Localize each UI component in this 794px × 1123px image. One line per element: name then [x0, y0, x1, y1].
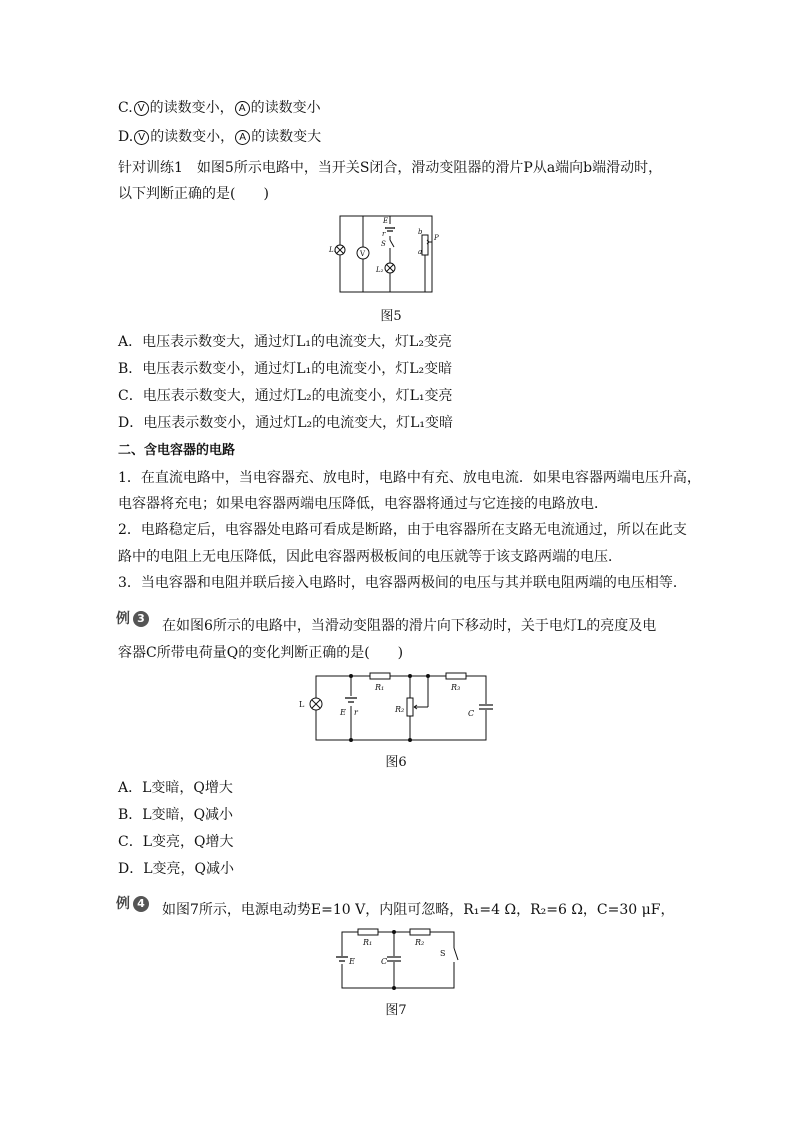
option-c-prev: C. V 的读数变小， A 的读数变小: [118, 100, 321, 116]
option-d-prev: D. V 的读数变小， A 的读数变大: [118, 129, 322, 145]
label-r: r: [354, 708, 358, 717]
training1-stem-line1: 针对训练1 如图5所示电路中，当开关S闭合，滑动变阻器的滑片P从a端向b端滑动时，: [118, 160, 663, 176]
figure-7-caption: 图7: [385, 1003, 407, 1018]
example3-option-c: C．L变亮，Q增大: [118, 834, 234, 850]
label-P: P: [434, 234, 439, 242]
training1-option-d: D．电压表示数变小，通过灯L₂的电流变大，灯L₁变暗: [118, 415, 454, 431]
label-L: L: [299, 700, 305, 709]
label-b: b: [418, 228, 423, 236]
training1-option-c: C．电压表示数变大，通过灯L₂的电流变小，灯L₁变亮: [118, 388, 453, 404]
section2-p3: 3．当电容器和电阻并联后接入电路时，电容器两极间的电压与其并联电阻两端的电压相等．: [118, 575, 687, 591]
label-a: a: [418, 248, 423, 256]
label-R3: R₃: [451, 683, 461, 692]
label-E: E: [349, 957, 355, 966]
training1-stem-line2: 以下判断正确的是( ): [118, 186, 269, 202]
figure-5-circuit: [330, 210, 450, 296]
label-R2: R₂: [415, 938, 425, 947]
example4-stem-line1: 如图7所示，电源电动势E=10 V，内阻可忽略，R₁=4 Ω，R₂=6 Ω，C=30 μF，: [162, 902, 675, 918]
figure-7-circuit: [332, 926, 462, 992]
section2-p2-line2: 路中的电阻上无电压降低，因此电容器两极板间的电压就等于该支路两端的电压．: [118, 549, 622, 565]
example3-stem-line1: 在如图6所示的电路中，当滑动变阻器的滑片向下移动时，关于电灯L的亮度及电: [162, 618, 657, 634]
example-4-badge: 例 4: [116, 893, 149, 913]
label-L2: L₂: [376, 266, 384, 274]
label-E: E: [340, 708, 346, 717]
section2-p2-line1: 2．电路稳定后，电容器处电路可看成是断路，由于电容器所在支路无电流通过，所以在此支: [118, 522, 687, 538]
voltmeter-icon: V: [134, 101, 149, 116]
voltmeter-label: V: [360, 250, 366, 258]
section2-p1-line2: 电容器将充电；如果电容器两端电压降低，电容器将通过与它连接的电路放电．: [118, 496, 608, 512]
ammeter-icon: A: [235, 101, 250, 116]
label-C: C: [381, 957, 388, 966]
label-L1: L₁: [329, 246, 337, 254]
figure-5-caption: 图5: [380, 309, 402, 324]
label-C: C: [468, 709, 475, 718]
example3-option-b: B．L变暗，Q减小: [118, 807, 234, 823]
example3-stem-line2: 容器C所带电荷量Q的变化判断正确的是( ): [118, 645, 404, 661]
label-R2: R₂: [395, 705, 405, 714]
example3-option-d: D．L变亮，Q减小: [118, 861, 234, 877]
figure-6-circuit: [296, 670, 496, 746]
label-R1: R₁: [363, 938, 373, 947]
label-r: r: [382, 230, 386, 238]
label-S: S: [381, 240, 386, 248]
example-3-badge: 例 3: [116, 608, 149, 628]
label-S: S: [440, 949, 446, 958]
label-E: E: [383, 217, 389, 225]
ammeter-icon: A: [235, 130, 250, 145]
section-title: 二、含电容器的电路: [118, 443, 236, 458]
training1-option-a: A．电压表示数变大，通过灯L₁的电流变大，灯L₂变亮: [118, 334, 452, 350]
training1-option-b: B．电压表示数变小，通过灯L₁的电流变小，灯L₂变暗: [118, 361, 453, 377]
figure-6-caption: 图6: [385, 755, 407, 770]
label-R1: R₁: [375, 683, 385, 692]
voltmeter-icon: V: [134, 130, 149, 145]
section2-p1-line1: 1．在直流电路中，当电容器充、放电时，电路中有充、放电电流．如果电容器两端电压升高，: [118, 470, 701, 486]
example3-option-a: A．L变暗，Q增大: [118, 780, 233, 796]
